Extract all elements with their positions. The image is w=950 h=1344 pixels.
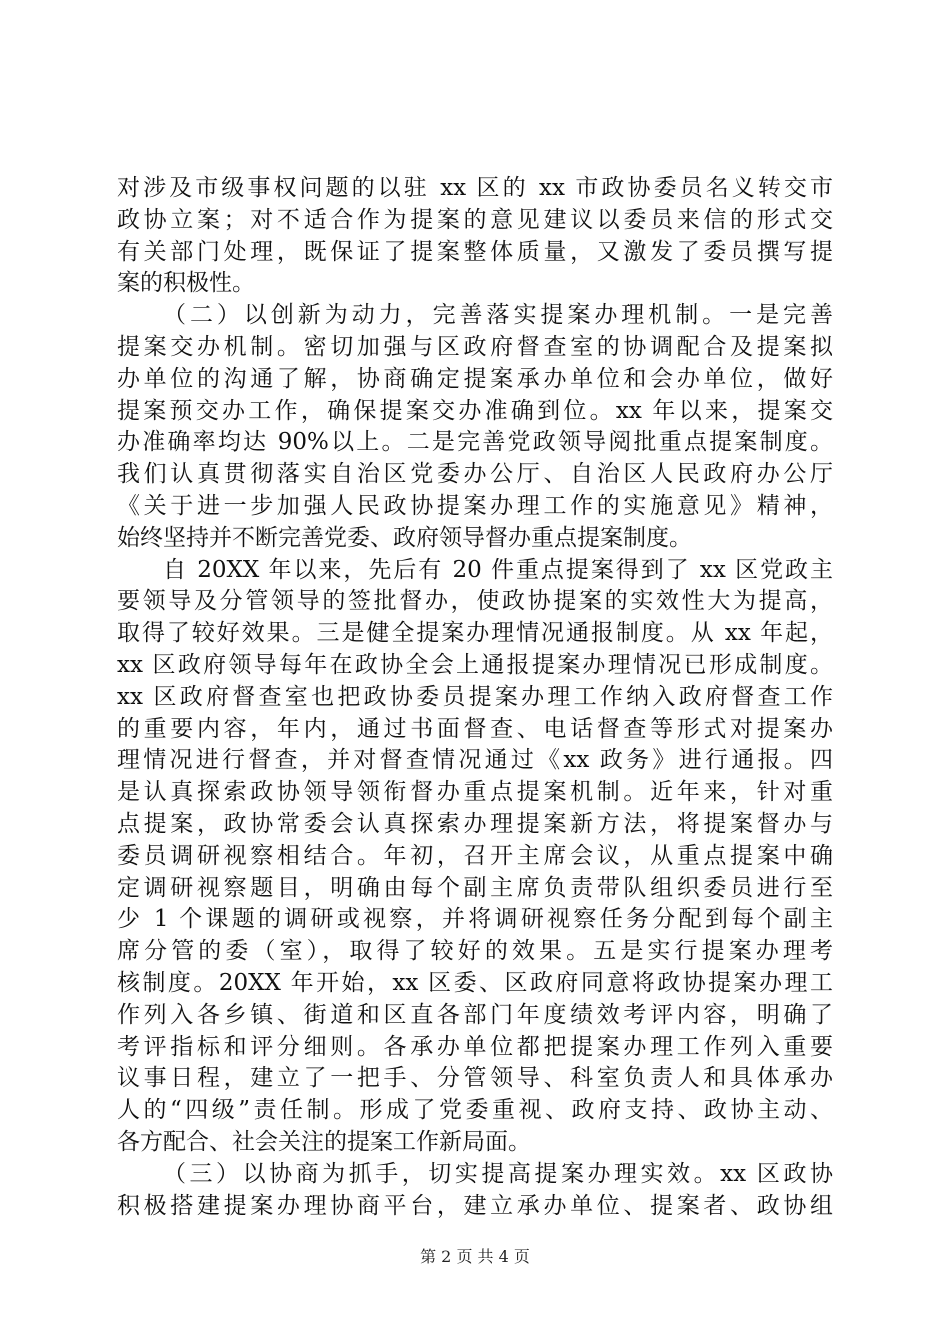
text-line: （三）以协商为抓手，切实提高提案办理实效。xx 区政协	[163, 1160, 833, 1187]
text-line: 提案交办机制。密切加强与区政府督查室的协调配合及提案拟	[117, 333, 833, 360]
text-line: 各方配合、社会关注的提案工作新局面。	[117, 1128, 531, 1155]
text-line: 议事日程，建立了一把手、分管领导、科室负责人和具体承办	[117, 1065, 833, 1092]
text-line: 积极搭建提案办理协商平台，建立承办单位、提案者、政协组	[117, 1192, 833, 1219]
text-line: 办单位的沟通了解，协商确定提案承办单位和会办单位，做好	[117, 365, 833, 392]
text-line: 政协立案；对不适合作为提案的意见建议以委员来信的形式交	[117, 206, 833, 233]
text-line: 委员调研视察相结合。年初，召开主席会议，从重点提案中确	[117, 842, 833, 869]
document-body	[117, 173, 833, 1222]
text-line: 案的积极性。	[117, 270, 255, 297]
text-line: 人的“四级”责任制。形成了党委重视、政府支持、政协主动、	[117, 1097, 833, 1124]
text-line: 自 20XX 年以来，先后有 20 件重点提案得到了 xx 区党政主	[163, 556, 833, 583]
text-line: 提案预交办工作，确保提案交办准确到位。xx 年以来，提案交	[117, 397, 833, 424]
paragraph	[117, 1159, 833, 1223]
text-line: 办准确率均达 90%以上。二是完善党政领导阅批重点提案制度。	[117, 429, 833, 456]
text-line: 席分管的委（室），取得了较好的效果。五是实行提案办理考	[117, 938, 833, 965]
text-line: 核制度。20XX 年开始，xx 区委、区政府同意将政协提案办理工	[117, 969, 833, 996]
text-line: 对涉及市级事权问题的以驻 xx 区的 xx 市政协委员名义转交市	[117, 175, 833, 201]
text-line: （二）以创新为动力，完善落实提案办理机制。一是完善	[163, 302, 833, 329]
page-footer: 第 2 页 共 4 页	[420, 1247, 530, 1266]
text-line: 取得了较好效果。三是健全提案办理情况通报制度。从 xx 年起，	[117, 620, 833, 647]
text-line: 有关部门处理，既保证了提案整体质量，又激发了委员撰写提	[117, 238, 833, 265]
text-line: 考评指标和评分细则。各承办单位都把提案办理工作列入重要	[117, 1033, 833, 1060]
text-line: 定调研视察题目，明确由每个副主席负责带队组织委员进行至	[117, 874, 833, 901]
text-line: 作列入各乡镇、街道和区直各部门年度绩效考评内容，明确了	[117, 1001, 833, 1028]
text-line: 要领导及分管领导的签批督办，使政协提案的实效性大为提高，	[117, 588, 833, 615]
text-line: 理情况进行督查，并对督查情况通过《xx 政务》进行通报。四	[117, 747, 833, 774]
text-line: 始终坚持并不断完善党委、政府领导督办重点提案制度。	[117, 524, 692, 551]
paragraph	[117, 555, 833, 1159]
text-line: xx 区政府督查室也把政协委员提案办理工作纳入政府督查工作	[117, 683, 833, 710]
paragraph	[117, 300, 833, 554]
text-line: 我们认真贯彻落实自治区党委办公厅、自治区人民政府办公厅	[117, 461, 833, 488]
text-line: 是认真探索政协领导领衔督办重点提案机制。近年来，针对重	[117, 779, 833, 806]
text-line: 点提案，政协常委会认真探索办理提案新方法，将提案督办与	[117, 810, 833, 837]
text-line: 的重要内容，年内，通过书面督查、电话督查等形式对提案办	[117, 715, 833, 742]
paragraph	[117, 173, 833, 300]
text-line: 《关于进一步加强人民政协提案办理工作的实施意见》精神，	[117, 492, 833, 519]
text-line: 少 1 个课题的调研或视察，并将调研视察任务分配到每个副主	[117, 906, 833, 933]
text-line: xx 区政府领导每年在政协全会上通报提案办理情况已形成制度。	[117, 651, 833, 678]
